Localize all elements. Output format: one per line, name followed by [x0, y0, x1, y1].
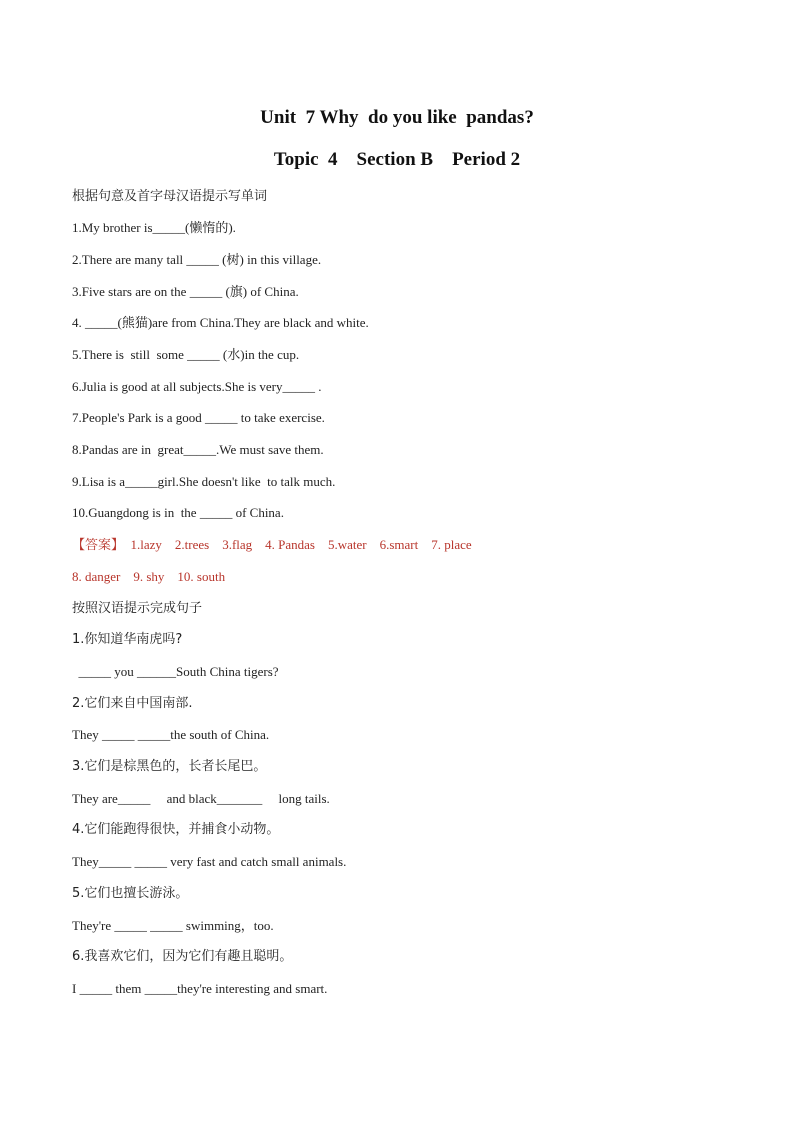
chinese-prompt: 2.它们来自中国南部.: [72, 696, 193, 711]
english-blank-sentence: I _____ them _____they're interesting and smart.: [72, 981, 328, 996]
chinese-prompt: 6.我喜欢它们，因为它们有趣且聪明。: [72, 949, 293, 964]
section1-instruction: 根据句意及首字母汉语提示写单词: [72, 189, 268, 204]
document-subtitle: Topic 4 Section B Period 2: [273, 149, 521, 170]
exercise-item: 2.There are many tall _____ (树) in this village.: [72, 252, 322, 267]
exercise-item: 9.Lisa is a_____girl.She doesn't like to talk much.: [72, 474, 336, 489]
answer-key-line: 8. danger 9. shy 10. south: [72, 569, 226, 584]
english-blank-sentence: They _____ _____the south of China.: [72, 727, 270, 742]
answer-key-line: 【答案】 1.lazy 2.trees 3.flag 4. Pandas 5.water 6.smart 7. place: [72, 537, 472, 552]
chinese-prompt: 3.它们是棕黑色的，长者长尾巴。: [72, 759, 267, 774]
exercise-item: 10.Guangdong is in the _____ of China.: [72, 505, 284, 520]
section2-instruction: 按照汉语提示完成句子: [72, 601, 203, 616]
exercise-item: 7.People's Park is a good _____ to take exercise.: [72, 410, 325, 425]
english-blank-sentence: They_____ _____ very fast and catch small animals.: [72, 854, 347, 869]
exercise-item: 6.Julia is good at all subjects.She is very_____ .: [72, 379, 322, 394]
english-blank-sentence: They're _____ _____ swimming，too.: [72, 918, 274, 933]
exercise-item: 4. _____(熊猫)are from China.They are black and white.: [72, 315, 369, 330]
exercise-item: 8.Pandas are in great_____.We must save them.: [72, 442, 324, 457]
chinese-prompt: 4.它们能跑得很快，并捕食小动物。: [72, 822, 280, 837]
chinese-prompt: 1.你知道华南虎吗?: [72, 632, 183, 647]
english-blank-sentence: _____ you ______South China tigers?: [72, 664, 279, 679]
exercise-item: 1.My brother is_____(懒惰的).: [72, 220, 236, 235]
exercise-item: 3.Five stars are on the _____ (旗) of China.: [72, 284, 299, 299]
exercise-item: 5.There is still some _____ (水)in the cup.: [72, 347, 300, 362]
document-title: Unit 7 Why do you like pandas?: [260, 107, 534, 128]
english-blank-sentence: They are_____ and black_______ long tails.: [72, 791, 330, 806]
chinese-prompt: 5.它们也擅长游泳。: [72, 886, 189, 901]
